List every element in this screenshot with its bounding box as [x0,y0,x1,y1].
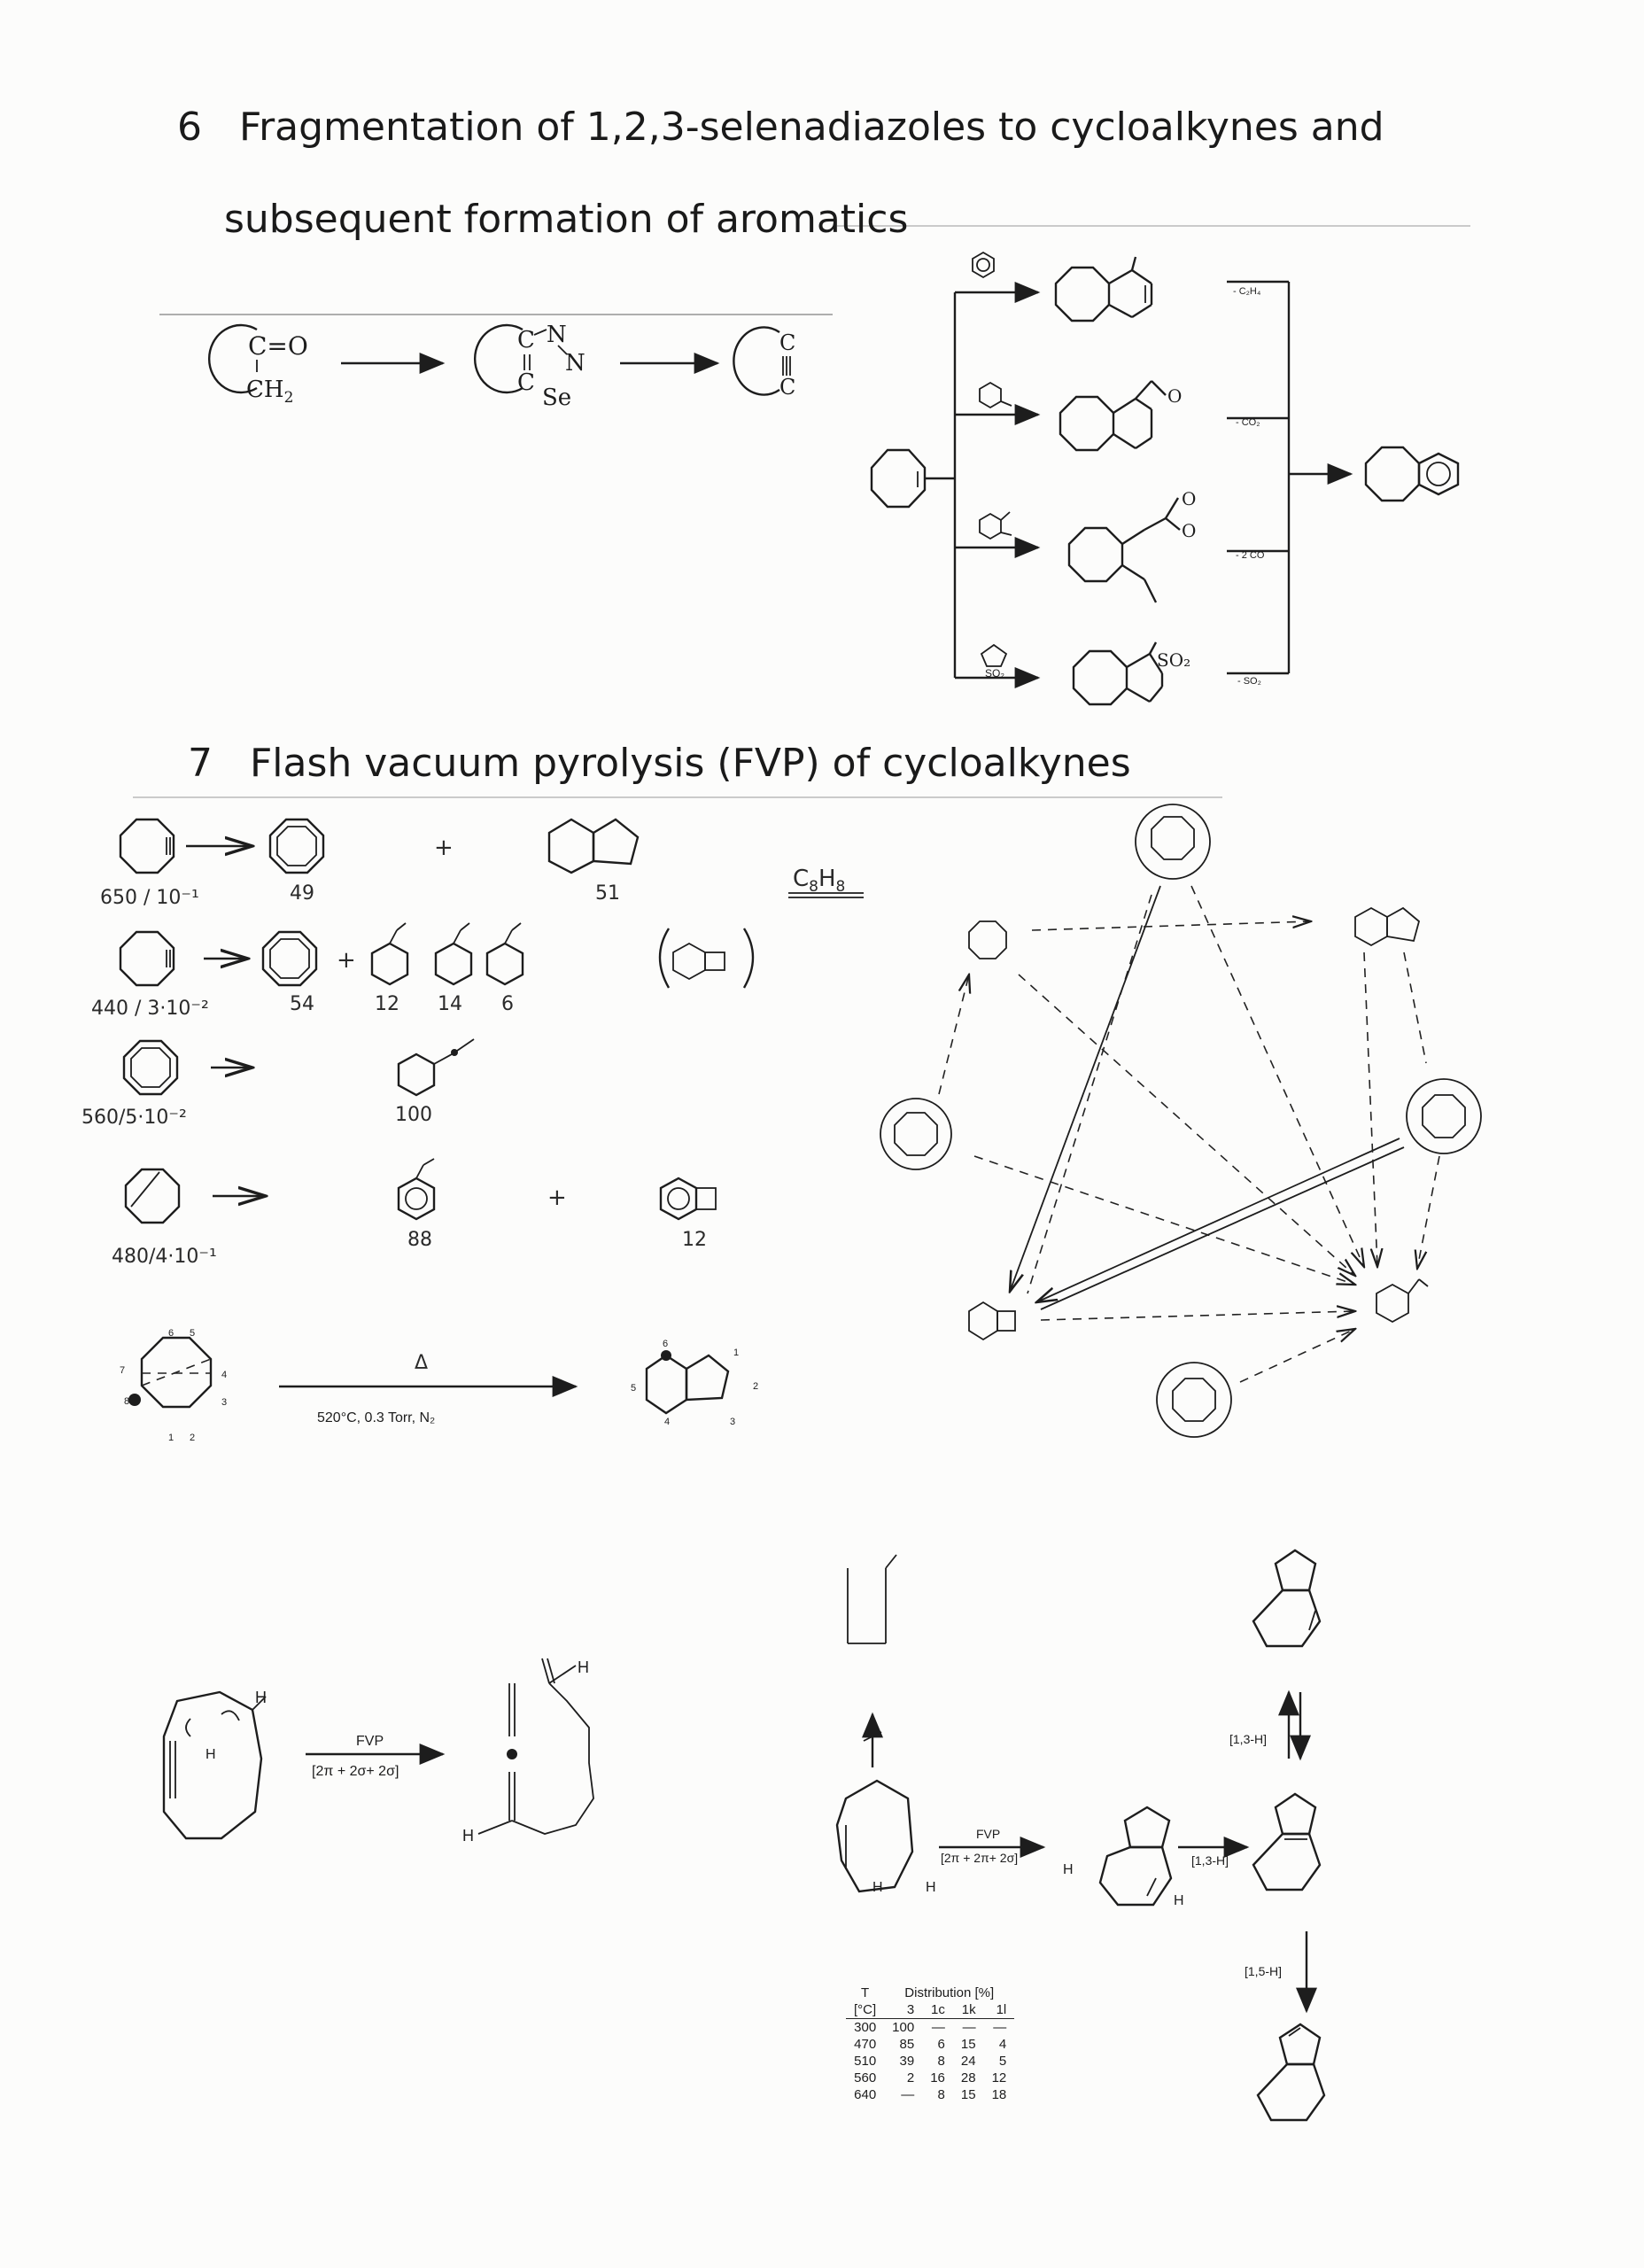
c-top: C [517,327,535,353]
svg-text:H: H [255,1689,267,1706]
svg-text:4: 4 [221,1370,228,1380]
adduct-ethene-bridged [1056,257,1152,321]
section-6-title-line2: subsequent formation of aromatics [224,197,909,242]
fvp-row-4 [112,1159,716,1268]
adduct-co2-bridged [1060,381,1182,450]
yield-row4-a: 88 [407,1229,432,1251]
alkyne-c2: C [779,375,796,400]
unit-header: [°C] [846,2001,884,2019]
svg-text:H: H [578,1658,589,1676]
svg-text:2: 2 [190,1433,196,1443]
c8h8-label: $C_8H_8$ [793,866,846,896]
shift-15: [1,5-H] [1245,1964,1283,1978]
svg-text:O: O [1182,488,1197,509]
c8h8-network [880,804,1481,1437]
svg-text:1: 1 [733,1348,740,1358]
fvp-right-diyne [848,1555,896,1643]
n-right: N [565,350,585,377]
cond-row2: 440 / 3·10⁻² [91,998,209,1020]
fvp-row-3 [81,1039,474,1129]
ketone-o-label: O [1167,385,1183,407]
section-7-number: 7 [188,741,213,786]
section-6-number: 6 [177,105,202,150]
bicyclic-diene-top [1253,1550,1320,1646]
n-top: N [547,322,567,348]
svg-text:6: 6 [663,1339,669,1349]
svg-text:3: 3 [730,1417,736,1427]
cycloalkyne-generic [733,328,795,400]
shift-13-b: [1,3-H] [1191,1853,1229,1868]
svg-text:7: 7 [120,1365,126,1376]
cyclooctyne [872,450,925,507]
table-row: 300 100 — — — [854,2020,1007,2035]
pyrone-reagent [980,383,1012,408]
alkyne-c1: C [779,330,796,355]
svg-text:H: H [206,1747,216,1762]
elim-co2: - CO₂ [1236,417,1260,428]
fvp-row-2 [91,923,753,1020]
elim-c2h4: - C₂H₄ [1233,286,1261,297]
svg-text:1: 1 [168,1433,174,1443]
se-label: Se [542,384,572,411]
rearr-conditions: 520°C, 0.3 Torr, N₂ [317,1410,436,1425]
col-1k: 1k [953,2001,984,2019]
delta-label: Δ [415,1352,429,1374]
svg-text:+: + [337,947,356,974]
yield-row2-c: 14 [438,993,462,1015]
svg-text:2: 2 [753,1381,759,1392]
bicyclic-diene-mid [1253,1794,1320,1890]
so2-ring-label: SO₂ [985,667,1004,680]
distribution-caption: Distribution [%] [904,1985,995,2000]
svg-text:3: 3 [221,1397,228,1408]
selenadiazole [475,322,585,411]
svg-text:H: H [462,1827,474,1845]
fvp-left-product [462,1658,593,1845]
svg-text:+: + [434,835,454,861]
col-1l: 1l [984,2001,1015,2019]
yield-row1-a: 49 [290,882,314,905]
so2-adduct-label: SO₂ [1157,649,1191,671]
yield-row3-a: 100 [395,1104,432,1126]
svg-text:H: H [1063,1862,1074,1877]
cycloketone [209,325,308,407]
svg-text:O: O [1182,520,1197,541]
fvp-right-top: FVP [976,1827,1001,1841]
svg-text:4: 4 [664,1417,671,1427]
adduct-dione-bridged [1069,488,1196,602]
table-row: 470 85 6 15 4 [854,2037,1007,2052]
fvp-left-bottom: [2π + 2σ+ 2σ] [312,1764,399,1779]
fvp-left-reactant [164,1689,267,1838]
c-bottom: C [517,369,535,396]
table-row: 640 — 8 15 18 [854,2087,1007,2102]
fvp-row-1 [100,819,638,909]
shift-13-a: [1,3-H] [1229,1732,1268,1746]
svg-text:+: + [547,1184,567,1211]
fvp-right-reactant [837,1781,936,1895]
table-row: 510 39 8 24 5 [854,2054,1007,2069]
svg-text:6: 6 [168,1328,174,1339]
fvp-right-bottom: [2π + 2π+ 2σ] [941,1851,1019,1865]
carbonyl-label: C=O [248,331,308,361]
elim-2co: - 2 CO [1236,550,1265,561]
yield-row2-a: 54 [290,993,314,1015]
yield-row1-b: 51 [595,882,620,905]
svg-text:5: 5 [631,1383,637,1394]
bicyclic-diene-a [1063,1807,1184,1908]
svg-text:H: H [872,1880,883,1895]
yield-row2-d: 6 [501,993,514,1015]
col-t-header: T [861,1985,870,2000]
col-3: 3 [884,2001,922,2019]
yield-row2-b: 12 [375,993,399,1015]
col-1c: 1c [922,2001,953,2019]
table-row: 560 2 16 28 12 [854,2070,1007,2085]
bicyclic-product-numbered [631,1339,758,1427]
yield-row4-b: 12 [682,1229,707,1251]
cond-row4: 480/4·10⁻¹ [112,1246,217,1268]
elim-so2: - SO₂ [1237,676,1261,687]
cyclooctatetraene-labeled [120,1328,227,1443]
fvp-left-top: FVP [356,1734,384,1749]
cond-row3: 560/5·10⁻² [81,1107,187,1129]
adduct-so2-bridged [1074,642,1190,704]
sulfolene-reagent [981,645,1006,680]
section-7-title-text: Flash vacuum pyrolysis (FVP) of cycloalkynes [249,741,1131,786]
bicyclic-diene-bottom [1258,2024,1324,2120]
benzene-reagent [973,252,994,277]
distribution-table [846,1984,1014,2103]
svg-text:H: H [1174,1893,1184,1908]
svg-text:H: H [926,1880,936,1895]
cond-row1: 650 / 10⁻¹ [100,887,199,909]
svg-text:8: 8 [124,1396,130,1407]
section-6-title-text: Fragmentation of 1,2,3-selenadiazoles to cycloalkynes and [238,105,1384,150]
benzoquinone-reagent [980,512,1012,539]
ch2-label: $CH_2$ [246,377,294,407]
svg-text:5: 5 [190,1328,196,1339]
benzocyclooctene-product [1366,447,1458,501]
